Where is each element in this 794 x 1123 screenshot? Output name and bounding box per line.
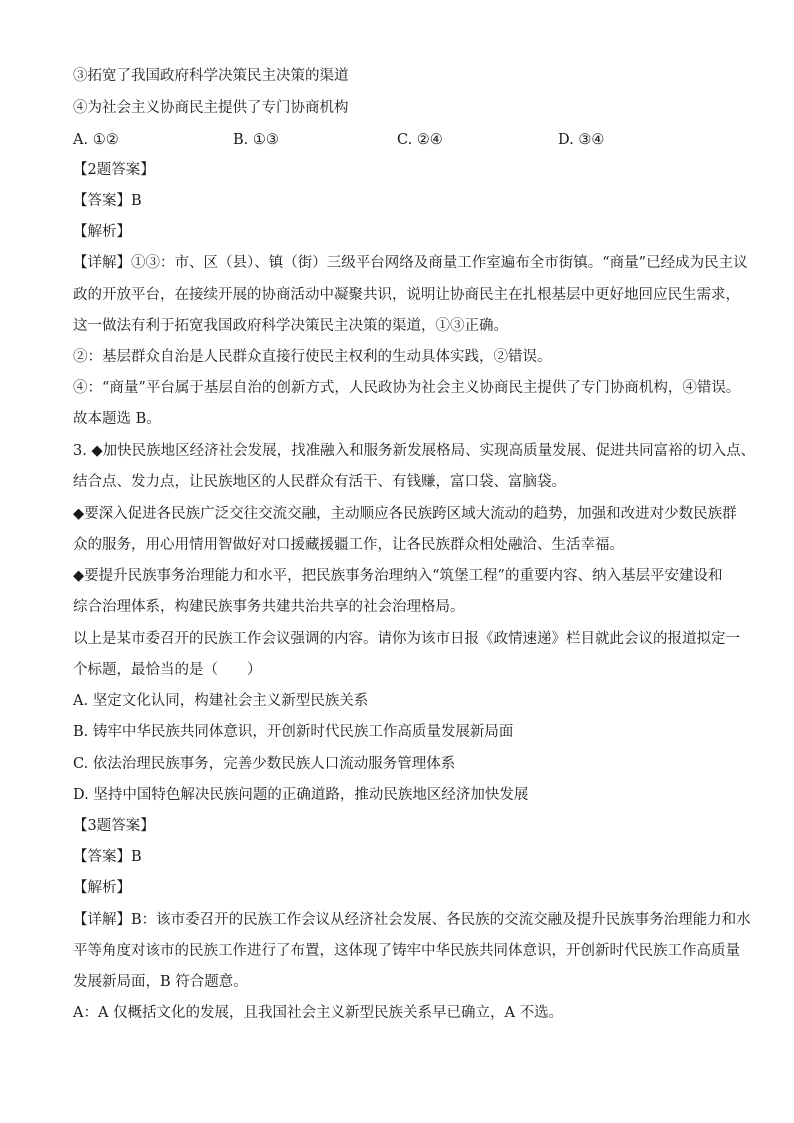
q3-stem-line: 3. ◆加快民族地区经济社会发展，找准融入和服务新发展格局、实现高质量发展、促进共同富裕的切入点、 (73, 443, 756, 459)
q3-option-a: A. 坚定文化认同，构建社会主义新型民族关系 (73, 693, 369, 709)
q2-answer: 【答案】B (73, 193, 142, 209)
q2-detail-line: ④：“商量”平台属于基层自治的创新方式，人民政协为社会主义协商民主提供了专门协商机构，④错误。 (73, 380, 741, 396)
q2-option-d: D. ③④ (558, 132, 605, 148)
q2-detail-line: 这一做法有利于拓宽我国政府科学决策民主决策的渠道，①③正确。 (73, 318, 508, 334)
q3-stem-line: ◆要提升民族事务治理能力和水平，把民族事务治理纳入“筑堡工程”的重要内容、纳入基层平安建设和 (73, 568, 723, 584)
q2-option-a: A. ①② (73, 132, 119, 148)
q3-stem-line: 结合点、发力点，让民族地区的人民群众有活干、有钱赚，富口袋、富脑袋。 (73, 474, 566, 490)
q2-answer-header: 【2题答案】 (73, 162, 155, 178)
q2-detail-line: 故本题选 B。 (73, 411, 161, 427)
q3-stem-line: 个标题，最恰当的是（ ） (73, 662, 262, 678)
q2-option-b: B. ①③ (233, 132, 279, 148)
q2-detail-line: ②：基层群众自治是人民群众直接行使民主权利的生动具体实践，②错误。 (73, 349, 552, 365)
statement-4: ④为社会主义协商民主提供了专门协商机构 (73, 100, 349, 116)
q3-answer: 【答案】B (73, 849, 142, 865)
q2-detail-line: 【详解】①③：市、区（县）、镇（街）三级平台网络及商量工作室遍布全市街镇。“商量”已经成为民主议 (73, 255, 748, 271)
q3-stem-line: 以上是某市委召开的民族工作会议强调的内容。请你为该市日报《政情速递》栏目就此会议的报道拟定一 (73, 631, 740, 647)
q3-stem-line: 综合治理体系，构建民族事务共建共治共享的社会治理格局。 (73, 599, 465, 615)
q3-stem-line: ◆要深入促进各民族广泛交往交流交融，主动顺应各民族跨区域大流动的趋势，加强和改进对少数民族群 (73, 506, 737, 522)
q2-analysis-header: 【解析】 (73, 224, 131, 240)
q3-option-b: B. 铸牢中华民族共同体意识，开创新时代民族工作高质量发展新局面 (73, 724, 514, 740)
statement-3: ③拓宽了我国政府科学决策民主决策的渠道 (73, 68, 349, 84)
q3-stem-line: 众的服务，用心用情用智做好对口援藏援疆工作，让各民族群众相处融洽、生活幸福。 (73, 537, 624, 553)
q3-option-d: D. 坚持中国特色解决民族问题的正确道路，推动民族地区经济加快发展 (73, 787, 529, 803)
q2-options (73, 130, 723, 150)
q3-option-c: C. 依法治理民族事务，完善少数民族人口流动服务管理体系 (73, 756, 456, 772)
q3-detail-line: 发展新局面，B 符合题意。 (73, 974, 248, 990)
q3-detail-line: A：A 仅概括文化的发展，且我国社会主义新型民族关系早已确立，A 不选。 (73, 1005, 564, 1021)
q2-option-c: C. ②④ (397, 132, 443, 148)
q2-detail-line: 政的开放平台，在接续开展的协商活动中凝聚共识，说明让协商民主在扎根基层中更好地回应民生需求， (73, 287, 740, 303)
q3-detail-line: 平等角度对该市的民族工作进行了布置，这体现了铸牢中华民族共同体意识，开创新时代民族工作高质量 (73, 943, 740, 959)
q3-detail-line: 【详解】B：该市委召开的民族工作会议从经济社会发展、各民族的交流交融及提升民族事务治理能力和水 (73, 912, 751, 928)
q3-answer-header: 【3题答案】 (73, 818, 155, 834)
q3-analysis-header: 【解析】 (73, 880, 131, 896)
